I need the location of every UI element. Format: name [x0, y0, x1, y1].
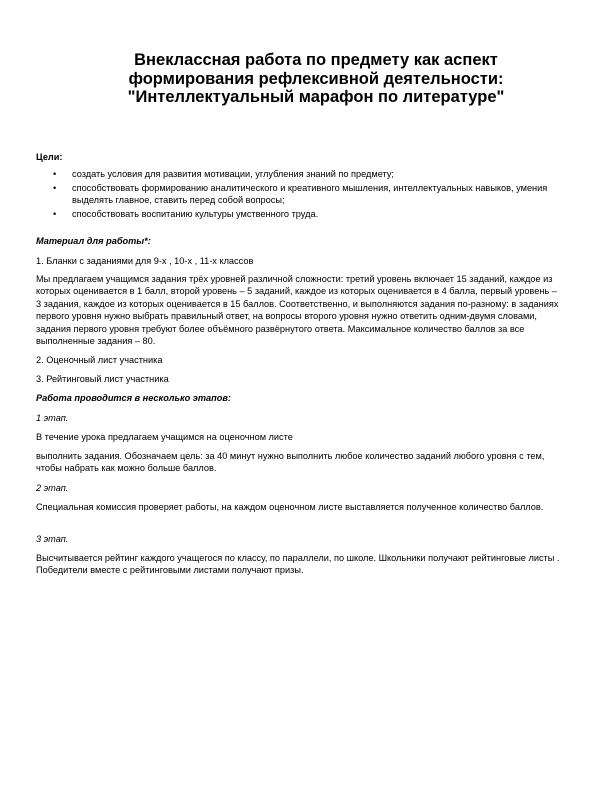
stages-heading: Работа проводится в несколько этапов: [36, 393, 231, 403]
bullet-icon: • [53, 209, 57, 220]
material-item-2: 2. Оценочный лист участника [36, 355, 163, 365]
list-item [36, 208, 556, 220]
bullet-icon: • [53, 183, 57, 193]
goals-label: Цели: [36, 152, 63, 162]
material-item-3: 3. Рейтинговый лист участника [36, 374, 169, 384]
stage-3-label: 3 этап. [36, 534, 69, 544]
material-item-1: 1. Бланки с заданиями для 9-х , 10-х , 11-х классов [36, 256, 254, 266]
goal-text: создать условия для развития мотивации, углубления знаний по предмету; [72, 169, 394, 179]
material-description: Мы предлагаем учащимся задания трёх уровней различной сложности: третий уровень включает 15 заданий, каждое из которых оценивается в 1 балл, второй уровень – 5 заданий, каждое из которых оценивается в 4 балла, первый уровень – 3 задания, каждое из которых оценивается в 15 баллов. Соответственно, и выполняются задания по-разному: в заданиях первого уровня нужно выбрать правильный ответ, на вопросы второго уровня нужно ответить одним-двумя словами, задания первого уровня требуют более объёмного развёрнутого ответа. Максимальное количество баллов за все выполненные задания – 80. [36, 274, 559, 347]
title-line-2: формирования рефлексивной деятельности: [128, 69, 504, 88]
stage-2-label: 2 этап. [36, 483, 69, 493]
stage-1-text-a: В течение урока предлагаем учащимся на оценочном листе [36, 432, 293, 442]
stage-3-text: Высчитывается рейтинг каждого учащегося по классу, по параллели, по школе. Школьники получают рейтинговые листы . Победители вместе с рейтинговыми листами получают призы. [36, 553, 560, 576]
material-heading: Материал для работы*: [36, 236, 151, 246]
bullet-icon: • [53, 169, 57, 179]
stage-1-label: 1 этап. [36, 413, 69, 423]
list-item [36, 168, 556, 180]
goal-text: способствовать воспитанию культуры умственного труда. [72, 209, 319, 220]
goal-text: способствовать формированию аналитического и креативного мышления, интеллектуальных навыков, умения выделять главное, ставить перед собой вопросы; [72, 183, 548, 206]
goals-list [36, 168, 556, 222]
list-item [36, 182, 556, 206]
stage-2-text: Специальная комиссия проверяет работы, на каждом оценочном листе выставляется полученное количество баллов. [36, 502, 544, 512]
stage-1-text-b: выполнить задания. Обозначаем цель: за 40 минут нужно выполнить любое количество заданий любого уровня с тем, чтобы набрать как можно больше баллов. [36, 451, 545, 474]
title-line-3: "Интеллектуальный марафон по литературе" [127, 88, 505, 106]
document-title [60, 51, 572, 107]
title-line-1: Внеклассная работа по предмету как аспект [134, 51, 498, 69]
